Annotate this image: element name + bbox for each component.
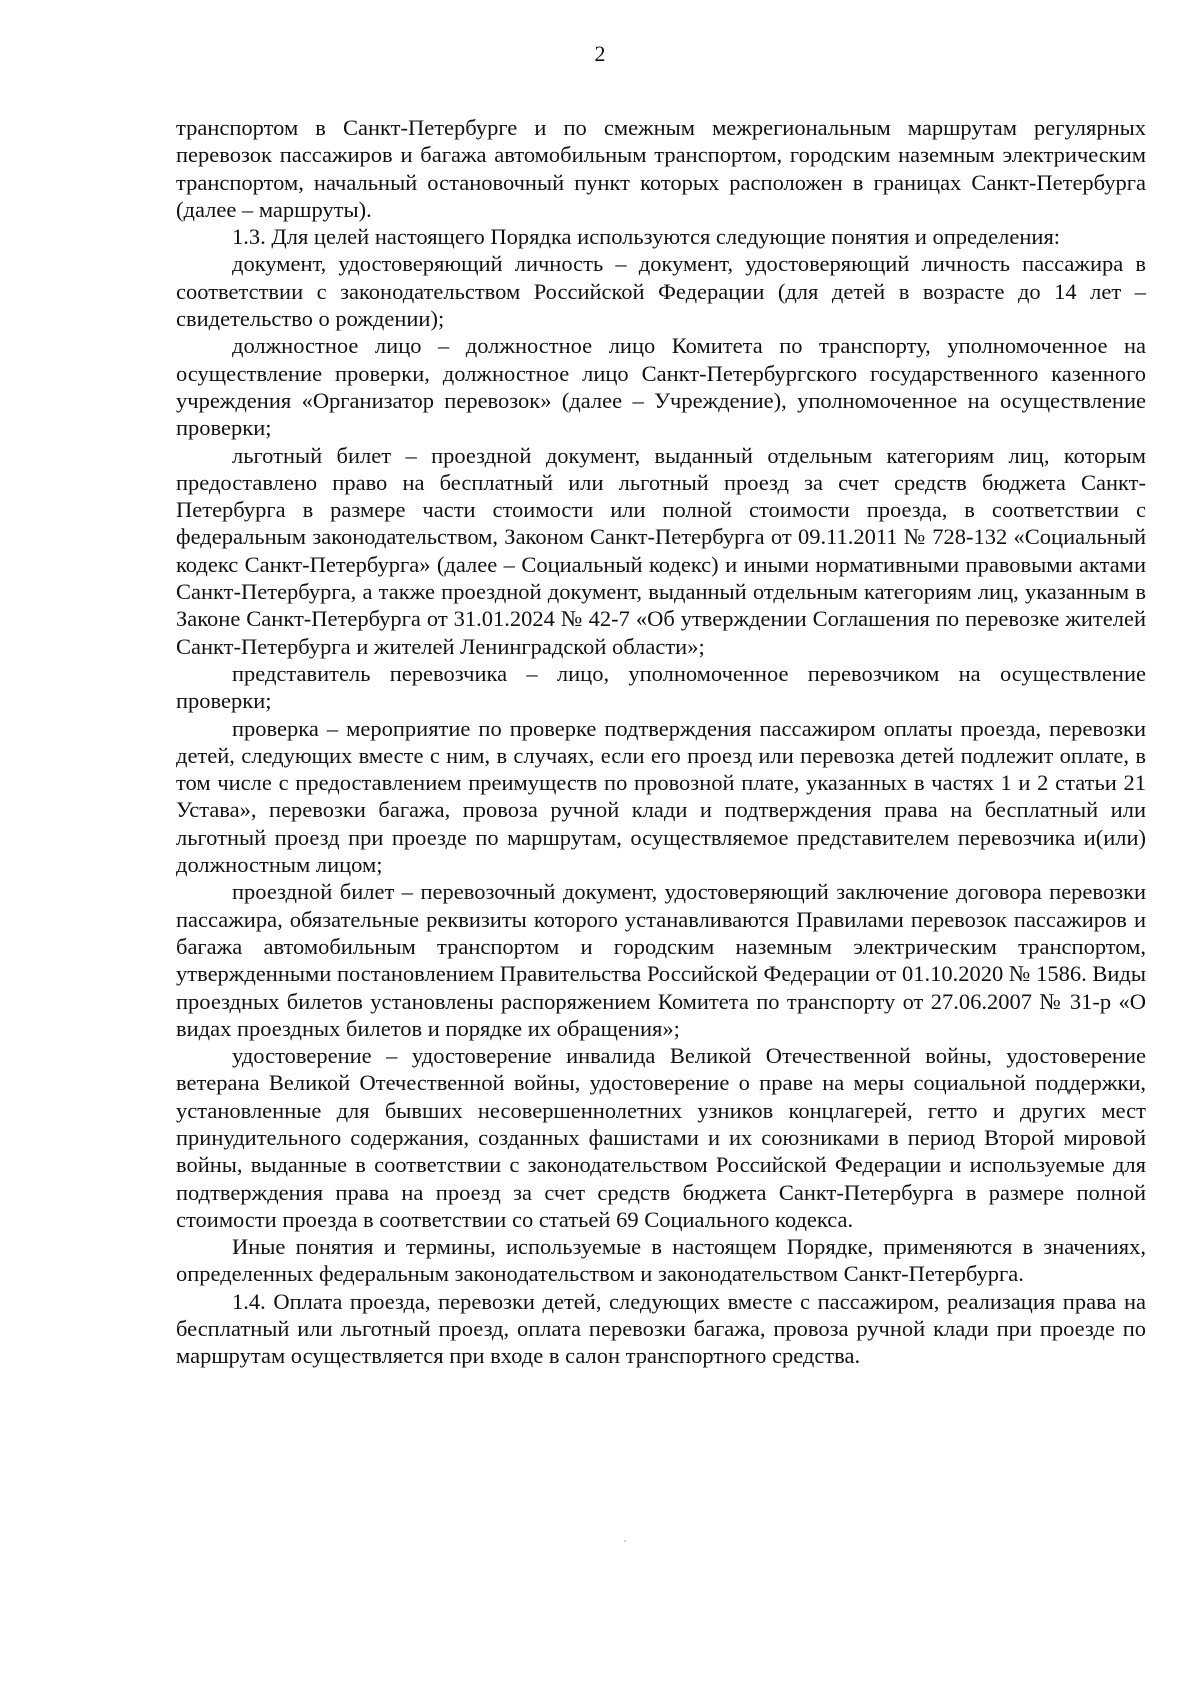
document-body [176, 114, 1146, 1370]
paragraph-other-terms: Иные понятия и термины, используемые в настоящем Порядке, применяются в значениях, определенных федеральным законодательством и законодательством Санкт-Петербурга. [176, 1234, 1146, 1287]
paragraph-definition-inspection: проверка – мероприятие по проверке подтверждения пассажиром оплаты проезда, перевозки детей, следующих вместе с ним, в случаях, если его проезд или перевозка детей подлежит оплате, в том числе с предоставлением преимуществ по провозной плате, указанных в частях 1 и 2 статьи 21 Устава», перевозки багажа, провоза ручной клади и подтверждения права на бесплатный или льготный проезд при проезде по маршрутам, осуществляемое представителем перевозчика и(или) должностным лицом; [176, 715, 1146, 878]
paragraph-definition-official: должностное лицо – должностное лицо Комитета по транспорту, уполномоченное на осуществление проверки, должностное лицо Санкт-Петербургского государственного казенного учреждения «Организатор перевозок» (далее – Учреждение), уполномоченное на осуществление проверки; [176, 333, 1146, 441]
scan-speck [624, 1540, 626, 1542]
paragraph-routes-continuation: транспортом в Санкт-Петербурге и по смежным межрегиональным маршрутам регулярных перевозок пассажиров и багажа автомобильным транспортом, городским наземным электрическим транспортом, начальный остановочный пункт которых расположен в границах Санкт-Петербурга (далее – маршруты). [176, 115, 1146, 222]
paragraph-definition-travel-ticket: проездной билет – перевозочный документ, удостоверяющий заключение договора перевозки пассажира, обязательные реквизиты которого устанавливаются Правилами перевозок пассажиров и багажа автомобильным транспортом и городским наземным электрическим транспортом, утвержденными постановлением Правительства Российской Федерации от 01.10.2020 № 1586. Виды проездных билетов установлены распоряжением Комитета по транспорту от 27.06.2007 № 31-р «О видах проездных билетов и порядке их обращения»; [176, 879, 1146, 1041]
paragraph-definition-identity-document: документ, удостоверяющий личность – документ, удостоверяющий личность пассажира в соответствии с законодательством Российской Федерации (для детей в возрасте до 14 лет – свидетельство о рождении); [176, 251, 1146, 332]
paragraph-definition-preferential-ticket: льготный билет – проездной документ, выданный отдельным категориям лиц, которым предоставлено право на бесплатный или льготный проезд за счет средств бюджета Санкт-Петербурга в размере части стоимости или полной стоимости проезда, в соответствии с федеральным законодательством, Законом Санкт-Петербурга от 09.11.2011 № 728-132 «Социальный кодекс Санкт-Петербурга» (далее – Социальный кодекс) и иными нормативными правовыми актами Санкт-Петербурга, а также проездной документ, выданный отдельным категориям лиц, указанным в Законе Санкт-Петербурга от 31.01.2024 № 42-7 «Об утверждении Соглашения по перевозке жителей Санкт-Петербурга и жителей Ленинградской области»; [176, 442, 1146, 659]
paragraph-definition-certificate: удостоверение – удостоверение инвалида Великой Отечественной войны, удостоверение ветерана Великой Отечественной войны, удостоверение о праве на меры социальной поддержки, установленные для бывших несовершеннолетних узников концлагерей, гетто и других мест принудительного содержания, созданных фашистами и их союзниками в период Второй мировой войны, выданные в соответствии с законодательством Российской Федерации и используемые для подтверждения права на проезд за счет средств бюджета Санкт-Петербурга в размере полной стоимости проезда в соответствии со статьей 69 Социального кодекса. [176, 1043, 1146, 1232]
page-number: 2 [594, 41, 606, 66]
paragraph-section-1-4: 1.4. Оплата проезда, перевозки детей, следующих вместе с пассажиром, реализация права на бесплатный или льготный проезд, оплата перевозки багажа, провоза ручной клади при проезде по маршрутам осуществляется при входе в салон транспортного средства. [176, 1288, 1146, 1369]
paragraph-definition-carrier-representative: представитель перевозчика – лицо, уполномоченное перевозчиком на осуществление проверки; [176, 660, 1146, 714]
paragraph-section-1-3: 1.3. Для целей настоящего Порядка используются следующие понятия и определения: [232, 224, 1061, 250]
